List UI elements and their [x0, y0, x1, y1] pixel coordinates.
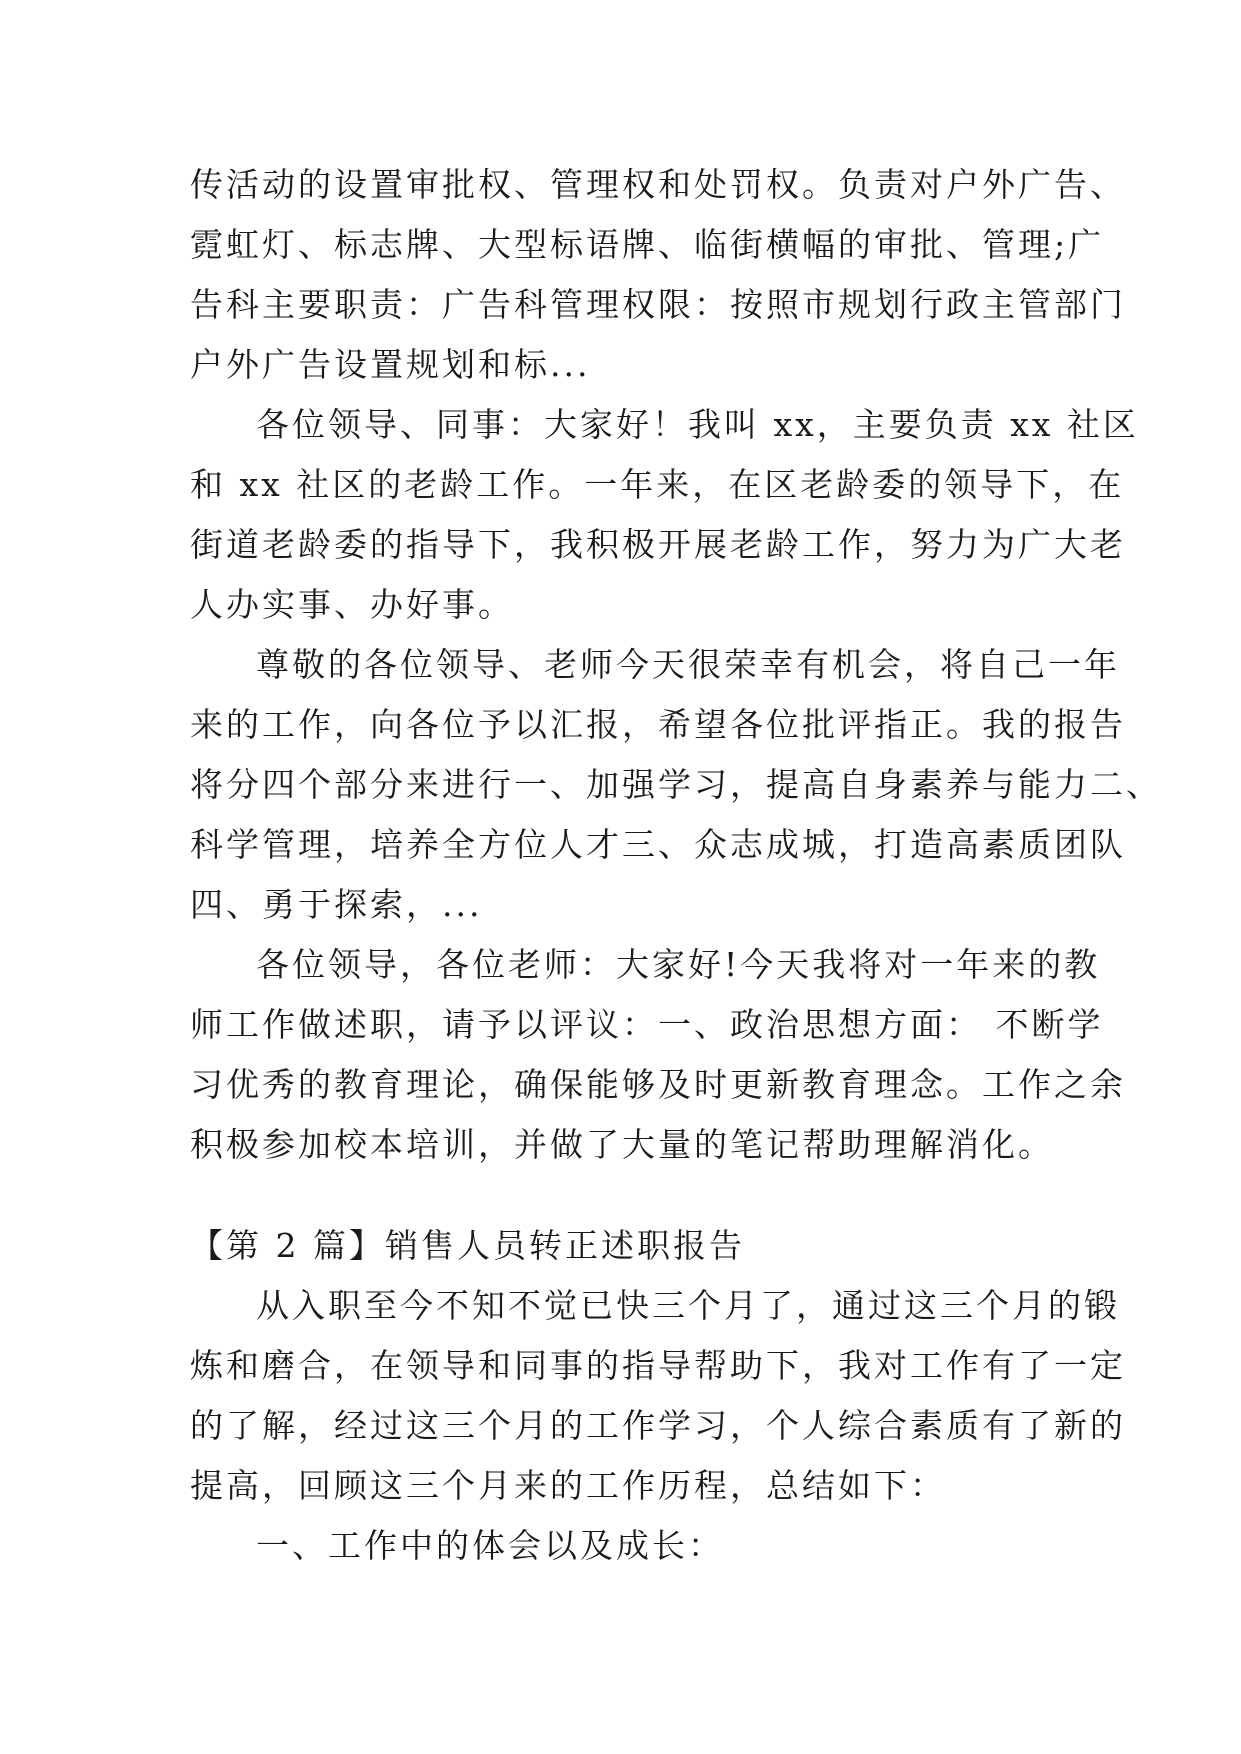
paragraph-3-line-3: 将分四个部分来进行一、加强学习，提高自身素养与能力二、	[190, 765, 1162, 804]
paragraph-2-line-4: 人办实事、办好事。	[190, 585, 514, 624]
section-heading: 【第 2 篇】销售人员转正述职报告	[190, 1226, 745, 1265]
paragraph-1-line-1: 传活动的设置审批权、管理权和处罚权。负责对户外广告、	[190, 165, 1126, 204]
paragraph-2-line-3: 街道老龄委的指导下，我积极开展老龄工作，努力为广大老	[190, 525, 1126, 564]
paragraph-2-line-2: 和 xx 社区的老龄工作。一年来，在区老龄委的领导下，在	[190, 465, 1125, 504]
paragraph-1-line-3: 告科主要职责：广告科管理权限：按照市规划行政主管部门	[190, 285, 1126, 324]
paragraph-1-line-2: 霓虹灯、标志牌、大型标语牌、临街横幅的审批、管理;广	[190, 225, 1105, 264]
paragraph-5-line-4: 提高，回顾这三个月来的工作历程，总结如下：	[190, 1466, 946, 1505]
paragraph-4-line-4: 积极参加校本培训，并做了大量的笔记帮助理解消化。	[190, 1125, 1054, 1164]
paragraph-5-line-1: 从入职至今不知不觉已快三个月了，通过这三个月的锻	[256, 1286, 1120, 1325]
paragraph-4-line-1: 各位领导，各位老师：大家好!今天我将对一年来的教	[256, 945, 1101, 984]
paragraph-3-line-1: 尊敬的各位领导、老师今天很荣幸有机会，将自己一年	[256, 645, 1120, 684]
paragraph-4-line-2: 师工作做述职，请予以评议：一、政治思想方面： 不断学	[190, 1005, 1104, 1044]
paragraph-3-line-4: 科学管理，培养全方位人才三、众志成城，打造高素质团队	[190, 825, 1126, 864]
paragraph-6-line-1: 一、工作中的体会以及成长：	[256, 1526, 724, 1565]
paragraph-3-line-5: 四、勇于探索，...	[190, 885, 483, 924]
paragraph-2-line-1: 各位领导、同事：大家好！我叫 xx，主要负责 xx 社区	[256, 405, 1139, 444]
paragraph-1-line-4: 户外广告设置规划和标...	[190, 345, 591, 384]
paragraph-3-line-2: 来的工作，向各位予以汇报，希望各位批评指正。我的报告	[190, 705, 1126, 744]
paragraph-5-line-2: 炼和磨合，在领导和同事的指导帮助下，我对工作有了一定	[190, 1346, 1126, 1385]
paragraph-5-line-3: 的了解，经过这三个月的工作学习，个人综合素质有了新的	[190, 1406, 1126, 1445]
paragraph-4-line-3: 习优秀的教育理论，确保能够及时更新教育理念。工作之余	[190, 1065, 1126, 1104]
